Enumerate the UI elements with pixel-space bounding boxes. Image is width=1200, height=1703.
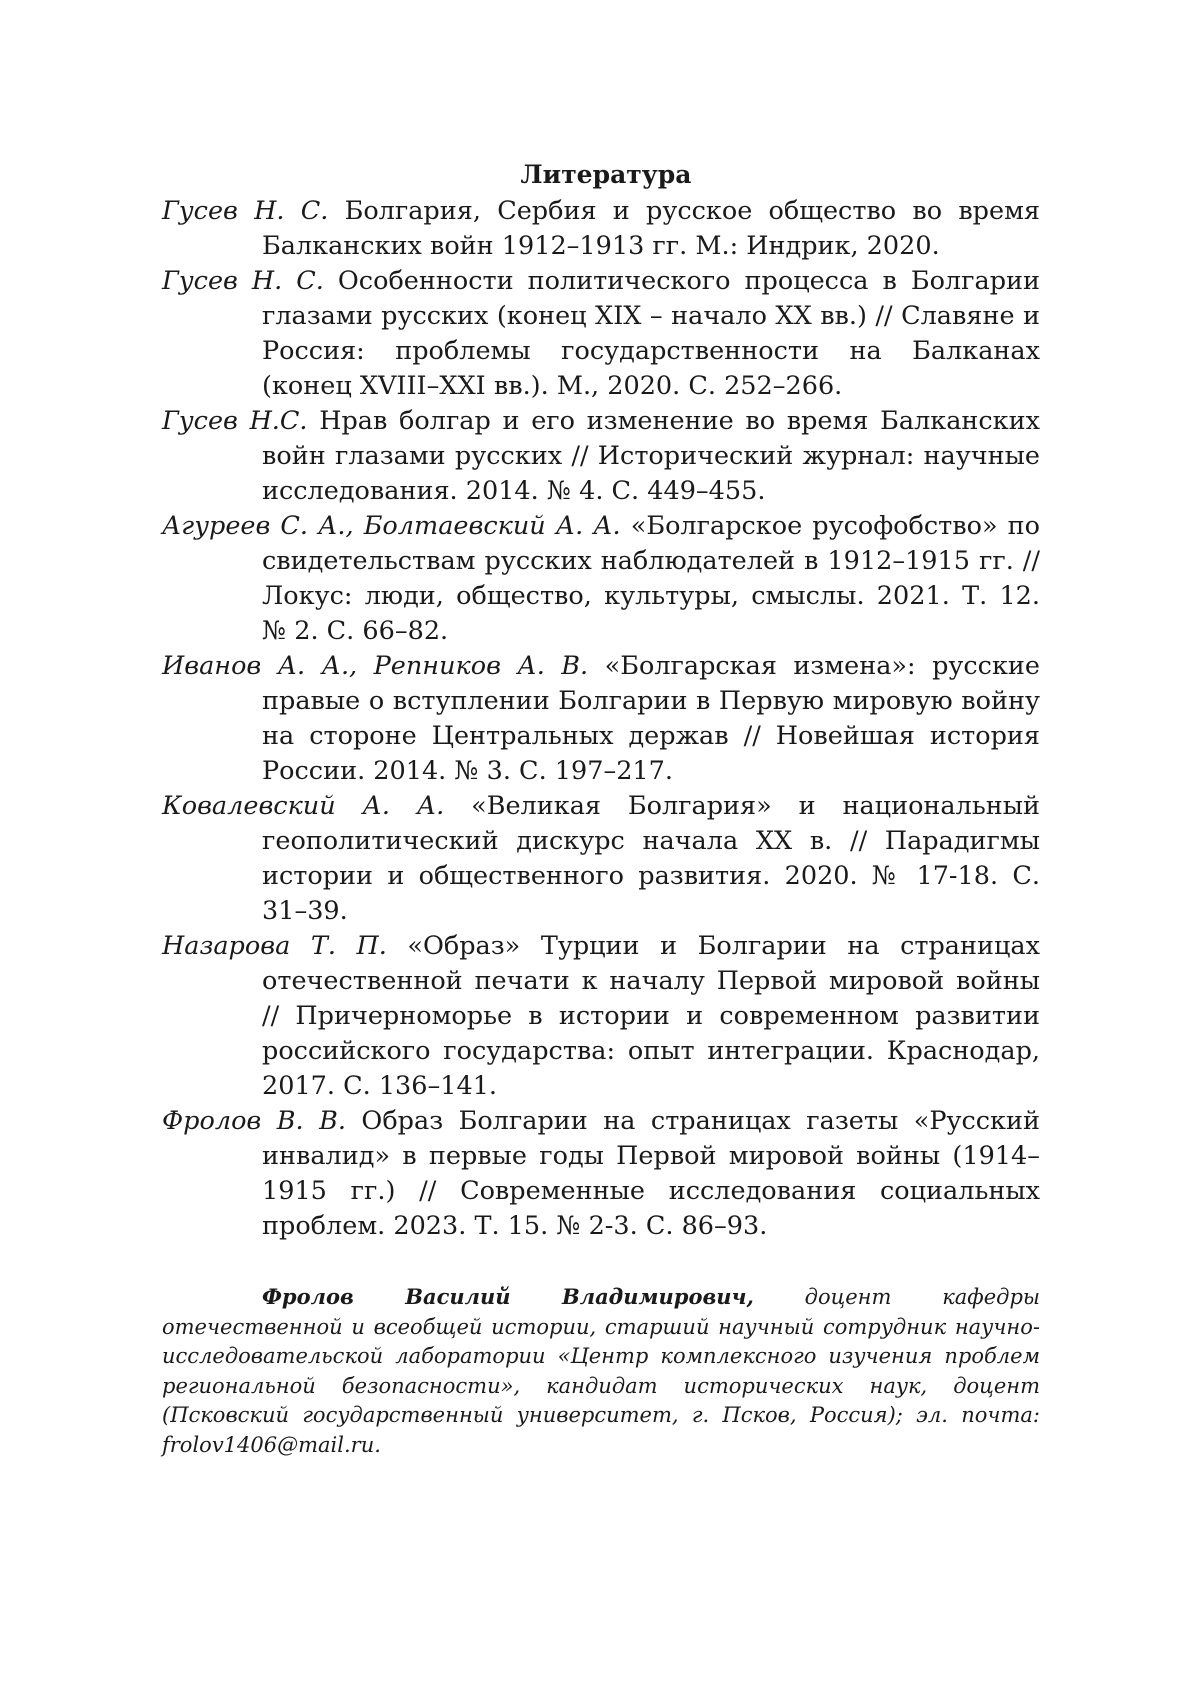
references-heading: Литература xyxy=(520,160,692,189)
reference-item xyxy=(162,264,1040,404)
reference-authors: Гусев Н.С. xyxy=(162,406,308,436)
reference-item xyxy=(162,929,1040,1104)
references-list xyxy=(162,194,1040,1244)
reference-item xyxy=(162,789,1040,929)
reference-authors: Агуреев С. А., Болтаевский А. А. xyxy=(162,511,621,541)
reference-item xyxy=(162,649,1040,789)
reference-authors: Ковалевский А. А. xyxy=(162,791,445,821)
reference-text: «Образ» Турции и Болгарии на страницах отечественной печати к началу Первой мировой войны // Причерноморье в истории и современном развитии российского государства: опыт интеграции. Краснодар, 2017. С. 136–141. xyxy=(262,931,1040,1101)
reference-authors: Фролов В. В. xyxy=(162,1106,346,1136)
reference-text: Особенности политического процесса в Болгарии глазами русских (конец XIX – начало XX вв.) // Славяне и Россия: проблемы государственности на Балканах (конец XVIII–XXI вв.). М., 2020. С. 252–266. xyxy=(262,266,1041,401)
reference-item xyxy=(162,509,1040,649)
reference-text: Образ Болгарии на страницах газеты «Русский инвалид» в первые годы Первой мировой войны (1914–1915 гг.) // Современные исследования социальных проблем. 2023. Т. 15. № 2-3. С. 86–93. xyxy=(262,1106,1040,1241)
author-name: Фролов Василий Владимирович, xyxy=(262,1284,754,1309)
reference-text: «Болгарское русофобство» по свидетельствам русских наблюдателей в 1912–1915 гг. // Локус: люди, общество, культуры, смыслы. 2021. Т. 12. № 2. С. 66–82. xyxy=(262,511,1040,646)
reference-authors: Гусев Н. С. xyxy=(162,266,324,296)
reference-authors: Иванов А. А., Репников А. В. xyxy=(162,651,589,681)
reference-authors: Назарова Т. П. xyxy=(162,931,387,961)
reference-text: «Великая Болгария» и национальный геополитический дискурс начала XX в. // Парадигмы истории и общественного развития. 2020. № 17-18. С. 31–39. xyxy=(262,791,1040,926)
document-page xyxy=(162,158,1040,1482)
reference-authors: Гусев Н. С. xyxy=(162,196,329,226)
reference-text: Болгария, Сербия и русское общество во время Балканских войн 1912–1913 гг. М.: Индрик, 2020. xyxy=(262,196,1041,261)
reference-item xyxy=(162,1104,1040,1244)
author-bio-text: доцент кафедры отечественной и всеобщей истории, старший научный сотрудник научно-исследовательской лаборатории «Центр комплексного изучения проблем региональной безопасности», кандидат исторических наук, доцент (Псковский государственный университет, г. Псков, Россия); эл. почта: frolov1406@mail.ru. xyxy=(162,1285,1040,1457)
author-bio xyxy=(162,1282,1040,1461)
reference-item xyxy=(162,194,1040,264)
reference-item xyxy=(162,404,1040,509)
reference-text: «Болгарская измена»: русские правые о вступлении Болгарии в Первую мировую войну на стороне Центральных держав // Новейшая история России. 2014. № 3. С. 197–217. xyxy=(262,651,1040,786)
reference-text: Нрав болгар и его изменение во время Балканских войн глазами русских // Исторический журнал: научные исследования. 2014. № 4. С. 449–455. xyxy=(262,406,1040,506)
